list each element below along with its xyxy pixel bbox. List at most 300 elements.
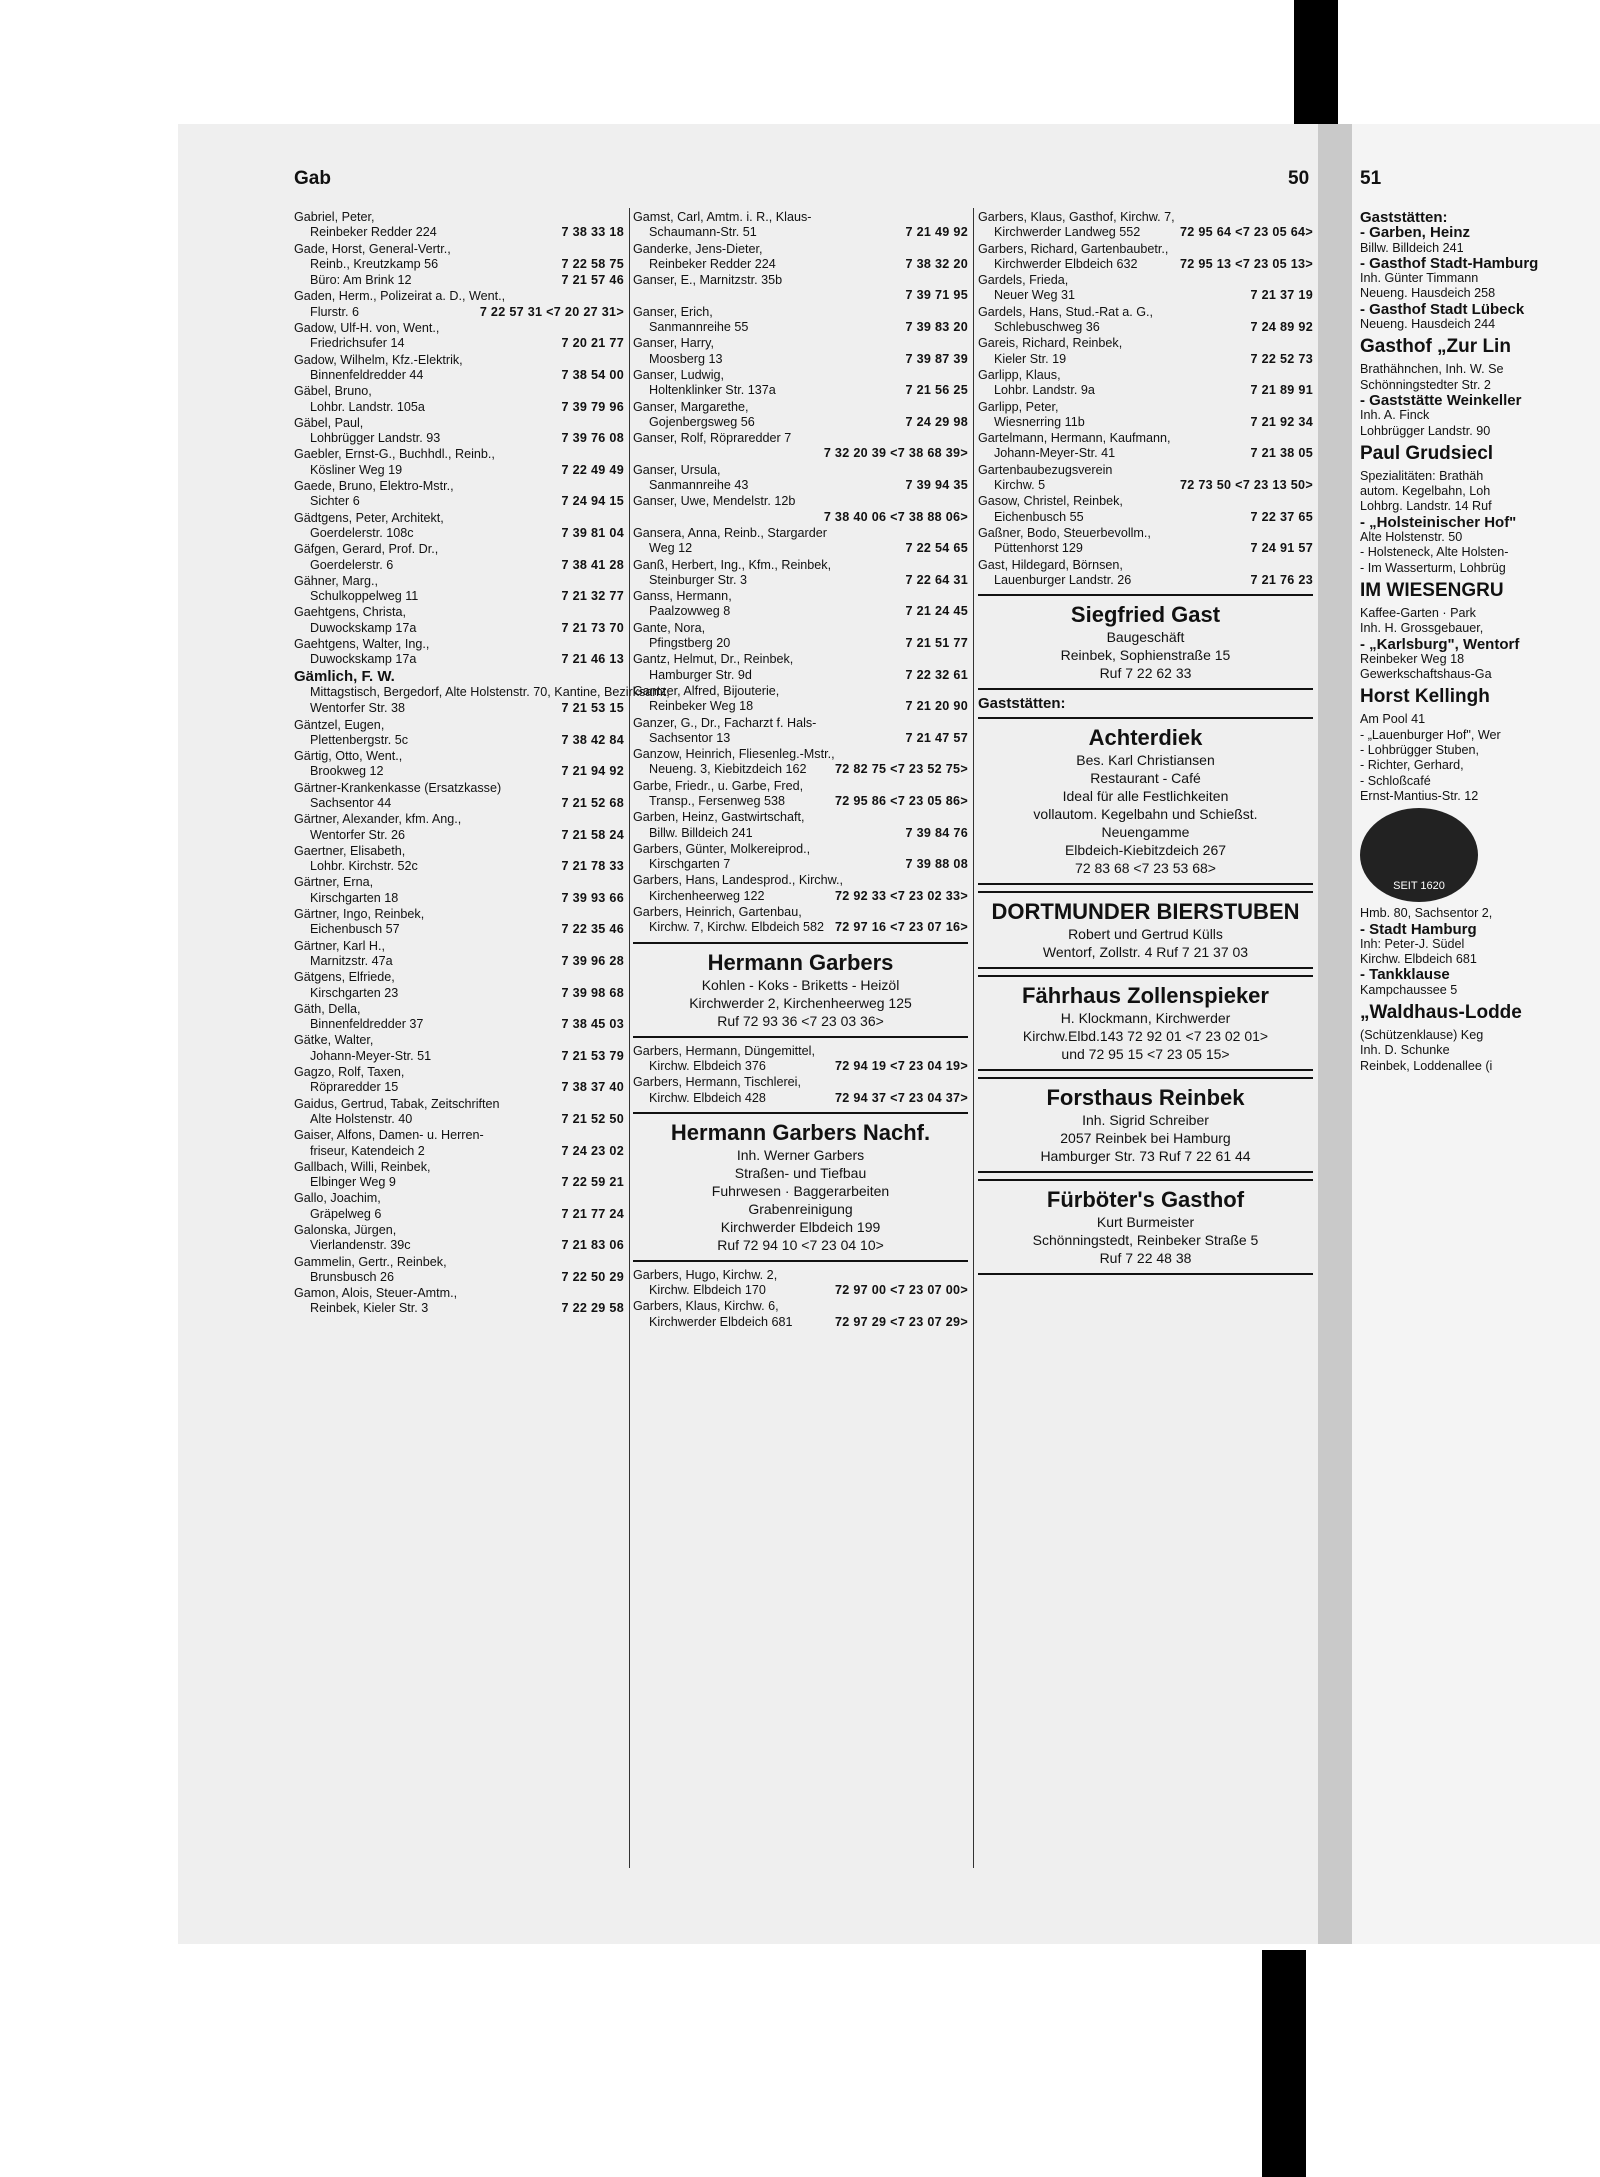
entry-phone: 7 21 52 50 <box>561 1111 624 1126</box>
directory-entry <box>294 812 624 843</box>
listing-line: Reinbeker Weg 18 <box>1360 651 1465 666</box>
entry-address: Kirchwerder Elbdeich 681 <box>649 1314 793 1329</box>
entry-phone: 7 39 83 20 <box>905 320 968 335</box>
entry-name: Gabriel, Peter, <box>294 210 375 224</box>
ad-line: Kirchwerder Elbdeich 199 <box>720 1218 881 1235</box>
entry-detail <box>633 762 968 777</box>
entry-address: Lohbr. Landstr. 105a <box>310 399 425 414</box>
ad-line: vollautom. Kegelbahn und Schießst. <box>1033 806 1258 823</box>
entry-detail <box>294 305 624 320</box>
entry-detail <box>294 684 670 700</box>
directory-entry <box>294 511 624 542</box>
entry-detail <box>633 920 968 935</box>
entry-detail <box>978 257 1313 272</box>
entry-phone: 7 21 24 45 <box>905 604 968 619</box>
directory-entry <box>294 1033 624 1064</box>
entry-address: Neuer Weg 31 <box>994 288 1075 303</box>
entry-detail <box>294 368 624 383</box>
entry-address: Alte Holstenstr. 40 <box>310 1111 413 1126</box>
entry-address: Röpraredder 15 <box>310 1080 399 1095</box>
entry-address: Plettenbergstr. 5c <box>310 732 409 747</box>
entry-detail <box>633 1283 968 1298</box>
listing-line: - „Lauenburger Hof", Wer <box>1360 727 1501 742</box>
entry-detail <box>294 796 624 811</box>
entry-phone: 72 92 33 <7 23 02 33> <box>834 888 968 903</box>
entry-detail <box>633 225 968 240</box>
entry-address: Lohbrügger Landstr. 93 <box>310 431 441 446</box>
entry-address: Billw. Billdeich 241 <box>649 825 753 840</box>
entry-name: Gartenbaubezugsverein <box>978 462 1113 477</box>
entry-phone: 7 22 59 21 <box>561 1175 624 1190</box>
directory-entry <box>633 1044 968 1075</box>
entry-address: Friedrichsufer 14 <box>310 336 405 351</box>
entry-name: Gante, Nora, <box>633 620 706 635</box>
entry-name: Gämlich, F. W. <box>294 668 395 684</box>
listing-line: - Gaststätte Weinkeller <box>1360 391 1522 409</box>
entry-name: Gartelmann, Hermann, Kaufmann, <box>978 431 1171 446</box>
entry-detail <box>294 431 624 446</box>
entry-phone: 7 21 53 15 <box>561 701 624 716</box>
entry-name: Gaidus, Gertrud, Tabak, Zeitschriften <box>294 1096 500 1111</box>
entry-name: Gaertner, Elisabeth, <box>294 843 406 858</box>
directory-entry <box>633 305 968 336</box>
directory-entry <box>294 1255 624 1286</box>
directory-entry <box>294 384 624 415</box>
entry-name: Gärtner, Karl H., <box>294 938 385 953</box>
entry-address: Gojenbergsweg 56 <box>649 414 755 429</box>
ad-line: Schönningstedt, Reinbeker Straße 5 <box>1032 1232 1259 1249</box>
entry-address: Eichenbusch 57 <box>310 922 400 937</box>
listing-line: Gewerkschaftshaus-Ga <box>1360 667 1492 682</box>
entry-address: Schlebuschweg 36 <box>994 320 1100 335</box>
entry-address: Goerdelerstr. 108c <box>310 525 414 540</box>
entry-phone: 7 21 53 79 <box>561 1048 624 1063</box>
entry-name: Garbers, Heinrich, Gartenbau, <box>633 905 802 920</box>
entry-name: Ganser, Harry, <box>633 336 714 351</box>
directory-entry <box>633 273 968 304</box>
entry-name: Gasow, Christel, Reinbek, <box>978 494 1123 509</box>
entry-phone: 7 24 89 92 <box>1250 320 1313 335</box>
entry-phone: 7 24 94 15 <box>561 494 624 509</box>
directory-entry <box>633 1268 968 1299</box>
ad-line: Kirchwerder 2, Kirchenheerweg 125 <box>689 994 912 1011</box>
entry-detail <box>294 859 624 874</box>
entry-detail <box>294 400 624 415</box>
entry-detail <box>633 320 968 335</box>
entry-address: Lohbr. Kirchstr. 52c <box>310 859 418 874</box>
entry-name: Garben, Heinz, Gastwirtschaft, <box>633 810 805 825</box>
entry-name: Ganser, Erich, <box>633 304 713 319</box>
directory-entry <box>294 416 624 447</box>
listing-line: Paul Grudsiecl <box>1360 442 1494 464</box>
entry-phone: 72 94 19 <7 23 04 19> <box>834 1058 968 1073</box>
entry-detail <box>294 954 624 969</box>
advertisement <box>633 942 968 1038</box>
entry-address: Flurstr. 6 <box>310 304 359 319</box>
listing-line: Spezialitäten: Brathäh <box>1360 468 1484 483</box>
entry-name: Ganser, Margarethe, <box>633 399 749 414</box>
entry-name: Gähner, Marg., <box>294 573 378 588</box>
entry-phone: 7 21 47 57 <box>905 730 968 745</box>
listing-line: (Schützenklause) Keg <box>1360 1027 1484 1042</box>
entry-address: Brookweg 12 <box>310 764 384 779</box>
entry-detail <box>294 273 624 288</box>
entry-address: Binnenfeldredder 44 <box>310 367 424 382</box>
entry-address: Kösliner Weg 19 <box>310 462 403 477</box>
directory-entry <box>978 558 1313 589</box>
directory-entry <box>978 526 1313 557</box>
entry-detail <box>633 857 968 872</box>
entry-phone: 7 21 89 91 <box>1250 383 1313 398</box>
directory-entry <box>294 701 624 716</box>
directory-entry <box>633 873 968 904</box>
entry-name: Gädtgens, Peter, Architekt, <box>294 510 444 525</box>
listing-line: Kirchw. Elbdeich 681 <box>1360 952 1477 967</box>
ad-line: Kirchw.Elbd.143 72 92 01 <7 23 02 01> <box>1022 1028 1269 1045</box>
entry-name: Gäbel, Bruno, <box>294 384 372 399</box>
directory-entry <box>294 684 670 700</box>
entry-detail <box>978 478 1313 493</box>
entry-detail <box>294 336 624 351</box>
directory-entry <box>294 1160 624 1191</box>
ad-line: Kohlen - Koks - Briketts - Heizöl <box>701 976 900 993</box>
directory-entry <box>633 368 968 399</box>
directory-entry <box>633 589 968 620</box>
entry-address: Sanmannreihe 55 <box>649 320 749 335</box>
ad-line: Fuhrwesen · Baggerarbeiten <box>711 1182 890 1199</box>
entry-address: Goerdelerstr. 6 <box>310 557 394 572</box>
entry-address: Lohbr. Landstr. 9a <box>994 383 1095 398</box>
directory-entry <box>633 494 968 525</box>
directory-entry <box>633 684 968 715</box>
directory-entry <box>633 242 968 273</box>
entry-detail <box>633 1091 968 1106</box>
listing-line: Lohbrügger Landstr. 90 <box>1360 423 1491 438</box>
entry-name: Garbers, Hermann, Düngemittel, <box>633 1043 815 1058</box>
entry-detail <box>294 891 624 906</box>
entry-name: Ganss, Hermann, <box>633 589 732 604</box>
entry-detail <box>633 668 968 683</box>
entry-name: Gantzer, Alfred, Bijouterie, <box>633 683 780 698</box>
directory-entry <box>294 289 624 320</box>
entry-name: Garlipp, Peter, <box>978 399 1059 414</box>
ad-line: Ideal für alle Festlichkeiten <box>1062 788 1229 805</box>
directory-entry <box>294 939 624 970</box>
ad-line: Straßen- und Tiefbau <box>734 1164 867 1181</box>
entry-phone: 7 38 42 84 <box>561 732 624 747</box>
entry-detail <box>978 573 1313 588</box>
listing-line: Inh. H. Grossgebauer, <box>1360 621 1484 636</box>
section-heading: Gaststätten: <box>978 695 1066 713</box>
entry-detail <box>978 415 1313 430</box>
entry-phone: 7 39 84 76 <box>905 825 968 840</box>
entry-address: Kirschgarten 18 <box>310 890 399 905</box>
entry-phone: 7 21 76 23 <box>1250 572 1313 587</box>
entry-detail <box>294 986 624 1001</box>
directory-entry <box>978 368 1313 399</box>
listing-line: Gaststätten: <box>1360 209 1448 226</box>
entry-address: Sanmannreihe 43 <box>649 478 749 493</box>
entry-phone: 7 39 88 08 <box>905 857 968 872</box>
entry-detail <box>633 794 968 809</box>
entry-phone: 7 39 93 66 <box>561 890 624 905</box>
entry-address: Binnenfeldredder 37 <box>310 1017 424 1032</box>
entry-name: Garbers, Hermann, Tischlerei, <box>633 1075 801 1090</box>
entry-phone: 7 22 50 29 <box>561 1269 624 1284</box>
ad-line: Inh. Sigrid Schreiber <box>1082 1112 1209 1129</box>
entry-detail <box>294 463 624 478</box>
listing-line: Kaffee-Garten · Park <box>1360 605 1476 620</box>
directory-entry <box>633 905 968 936</box>
directory-entry <box>633 842 968 873</box>
entry-detail <box>633 1059 968 1074</box>
directory-entry <box>294 907 624 938</box>
entry-detail <box>294 1144 624 1159</box>
directory-entry <box>633 716 968 747</box>
entry-detail <box>978 510 1313 525</box>
entry-detail <box>633 446 968 461</box>
entry-name: Gallbach, Willi, Reinbek, <box>294 1159 431 1174</box>
listing-line: Horst Kellingh <box>1360 686 1490 708</box>
entry-address: Vierlandenstr. 39c <box>310 1238 411 1253</box>
directory-entry <box>294 1097 624 1128</box>
entry-name: Ganzow, Heinrich, Fliesenleg.-Mstr., <box>633 747 835 762</box>
entry-address: Reinb., Kreutzkamp 56 <box>310 256 439 271</box>
directory-entry <box>633 779 968 810</box>
listing-line: Alte Holstenstr. 50 <box>1360 530 1463 545</box>
entry-phone: 7 22 49 49 <box>561 462 624 477</box>
directory-entry <box>294 1191 624 1222</box>
entry-phone: 7 21 38 05 <box>1250 446 1313 461</box>
entry-detail <box>633 510 968 525</box>
directory-entry <box>294 669 624 684</box>
ad-line: Kurt Burmeister <box>1096 1214 1195 1231</box>
entry-detail <box>294 257 624 272</box>
listing-line: - Holsteneck, Alte Holsten- <box>1360 545 1509 560</box>
listing-line: Inh. D. Schunke <box>1360 1043 1450 1058</box>
listing-line: Brathähnchen, Inh. W. Se <box>1360 362 1504 377</box>
entry-detail <box>633 478 968 493</box>
entry-phone: 72 95 13 <7 23 05 13> <box>1179 256 1313 271</box>
entry-phone: 7 22 32 61 <box>905 667 968 682</box>
entry-phone: 7 21 49 92 <box>905 225 968 240</box>
listing-line: - Tankklause <box>1360 966 1450 984</box>
ad-line: Restaurant - Café <box>1090 770 1201 787</box>
entry-address: Holtenklinker Str. 137a <box>649 383 776 398</box>
entry-address: Kirchw. 5 <box>994 478 1046 493</box>
directory-entry <box>294 781 624 812</box>
entry-address: Wentorfer Str. 38 <box>310 701 405 716</box>
directory-entry <box>633 1299 968 1330</box>
ad-line: Ruf 72 93 36 <7 23 03 36> <box>717 1012 884 1029</box>
ad-line: Ruf 72 94 10 <7 23 04 10> <box>717 1236 884 1253</box>
entry-name: Gäfgen, Gerard, Prof. Dr., <box>294 542 439 557</box>
ad-line: Hamburger Str. 73 Ruf 7 22 61 44 <box>1040 1148 1251 1165</box>
entry-phone: 7 39 81 04 <box>561 525 624 540</box>
ad-line: Baugeschäft <box>1106 629 1185 646</box>
ad-line: Bes. Karl Christiansen <box>1076 752 1215 769</box>
directory-entry <box>633 621 968 652</box>
entry-phone: 7 39 96 28 <box>561 953 624 968</box>
ad-line: 2057 Reinbek bei Hamburg <box>1060 1130 1231 1147</box>
ad-line: Reinbek, Sophienstraße 15 <box>1060 647 1231 664</box>
entry-address: Kirchwerder Landweg 552 <box>994 225 1141 240</box>
listing-line: IM WIESENGRU <box>1360 579 1504 601</box>
entry-phone: 7 24 23 02 <box>561 1143 624 1158</box>
entry-detail <box>294 652 624 667</box>
entry-phone: 7 22 52 73 <box>1250 351 1313 366</box>
entry-phone: 7 38 45 03 <box>561 1017 624 1032</box>
listing-line: - „Holsteinischer Hof" <box>1360 513 1517 531</box>
directory-entry <box>633 558 968 589</box>
entry-phone: 7 22 58 75 <box>561 256 624 271</box>
entry-address: Duwockskamp 17a <box>310 652 417 667</box>
directory-entry <box>633 210 968 241</box>
directory-entry <box>294 242 624 273</box>
entry-name: Gäbel, Paul, <box>294 415 364 430</box>
entry-detail <box>978 541 1313 556</box>
directory-entry <box>633 526 968 557</box>
seal-emblem: SEIT 1620 <box>1360 808 1478 902</box>
entry-phone: 7 22 54 65 <box>905 541 968 556</box>
entry-phone: 7 38 32 20 <box>905 256 968 271</box>
listing-line: Kampchaussee 5 <box>1360 982 1458 997</box>
directory-entry <box>294 749 624 780</box>
directory-entry <box>633 1075 968 1106</box>
listing-line: Inh: Peter-J. Südel <box>1360 936 1465 951</box>
entry-name: Gammelin, Gertr., Reinbek, <box>294 1254 447 1269</box>
entry-name: Ganderke, Jens-Dieter, <box>633 241 763 256</box>
entry-name: Gardels, Hans, Stud.-Rat a. G., <box>978 304 1153 319</box>
entry-address: Brunsbusch 26 <box>310 1269 395 1284</box>
entry-detail <box>294 1238 624 1253</box>
listing-line: Reinbek, Loddenallee (i <box>1360 1058 1493 1073</box>
entry-name: Gärtner, Erna, <box>294 875 374 890</box>
entry-address: Kieler Str. 19 <box>994 351 1067 366</box>
directory-entry <box>294 844 624 875</box>
entry-address: Mittagstisch, Bergedorf, Alte Holstenstr. 70, Kantine, Bezirksamt, <box>310 684 670 699</box>
directory-entry <box>294 542 624 573</box>
entry-phone: 7 39 87 39 <box>905 351 968 366</box>
advertisement <box>978 594 1313 690</box>
entry-phone: 72 94 37 <7 23 04 37> <box>834 1090 968 1105</box>
listing-line: - Im Wasserturm, Lohbrüg <box>1360 560 1506 575</box>
entry-detail <box>633 731 968 746</box>
ad-line: Elbdeich-Kiebitzdeich 267 <box>1064 842 1227 859</box>
entry-phone: 7 38 33 18 <box>561 225 624 240</box>
page-number: 50 <box>1288 168 1310 189</box>
advertisement <box>978 891 1313 969</box>
entry-phone: 7 21 56 25 <box>905 383 968 398</box>
directory-entry <box>294 605 624 636</box>
directory-entry <box>294 447 624 478</box>
directory-entry <box>633 400 968 431</box>
directory-entry <box>294 210 624 241</box>
column-rule <box>629 208 630 1868</box>
entry-address: Kirschgarten 7 <box>649 857 731 872</box>
listing-line: autom. Kegelbahn, Loh <box>1360 484 1491 499</box>
advertisement <box>978 717 1313 885</box>
entry-phone: 72 97 00 <7 23 07 00> <box>834 1283 968 1298</box>
entry-address: Kirchwerder Elbdeich 632 <box>994 256 1138 271</box>
entry-detail <box>633 352 968 367</box>
entry-address: Kirchw. Elbdeich 428 <box>649 1090 766 1105</box>
entry-detail <box>294 558 624 573</box>
entry-name: Gansera, Anna, Reinb., Stargarder <box>633 525 827 540</box>
listing-line: Neueng. Hausdeich 244 <box>1360 317 1496 332</box>
entry-address: Sachsentor 44 <box>310 795 392 810</box>
film-edge-top <box>1294 0 1338 126</box>
ad-title: Hermann Garbers Nachf. <box>670 1119 931 1145</box>
entry-phone: 72 95 64 <7 23 05 64> <box>1179 225 1313 240</box>
entry-name: Garbers, Hans, Landesprod., Kirchw., <box>633 873 843 888</box>
entry-address: Kirchenheerweg 122 <box>649 888 765 903</box>
entry-detail <box>294 701 624 716</box>
entry-phone: 7 21 78 33 <box>561 859 624 874</box>
ad-title: Fährhaus Zollenspieker <box>1022 983 1269 1009</box>
entry-address: Büro: Am Brink 12 <box>310 273 412 288</box>
advertisement <box>978 975 1313 1071</box>
listing-line: Inh. A. Finck <box>1360 408 1430 423</box>
entry-name: Garbers, Klaus, Kirchw. 6, <box>633 1299 779 1314</box>
directory-entry <box>294 1065 624 1096</box>
entry-address: Wentorfer Str. 26 <box>310 827 405 842</box>
entry-name: Gamon, Alois, Steuer-Amtm., <box>294 1286 458 1301</box>
entry-detail <box>294 1112 624 1127</box>
entry-name: Gärtig, Otto, Went., <box>294 749 403 764</box>
entry-name: Ganzer, G., Dr., Facharzt f. Hals- <box>633 715 817 730</box>
directory-entry <box>294 718 624 749</box>
entry-phone: 7 24 29 98 <box>905 414 968 429</box>
entry-name: Ganß, Herbert, Ing., Kfm., Reinbek, <box>633 557 832 572</box>
entry-name: Gadow, Ulf-H. von, Went., <box>294 321 440 336</box>
listing-line: Billw. Billdeich 241 <box>1360 240 1464 255</box>
entry-detail <box>294 1270 624 1285</box>
entry-address: Kirschgarten 23 <box>310 985 399 1000</box>
entry-phone: 7 39 76 08 <box>561 431 624 446</box>
entry-detail <box>633 541 968 556</box>
entry-address: Gräpelweg 6 <box>310 1206 382 1221</box>
entry-phone: 7 24 91 57 <box>1250 541 1313 556</box>
entry-phone: 72 97 16 <7 23 07 16> <box>834 920 968 935</box>
ad-line: Neuengamme <box>1101 824 1190 841</box>
entry-name: Gade, Horst, General-Vertr., <box>294 241 451 256</box>
entry-address: Neueng. 3, Kiebitzdeich 162 <box>649 762 807 777</box>
advertisement <box>978 1077 1313 1173</box>
entry-phone: 7 21 32 77 <box>561 589 624 604</box>
entry-address: Püttenhorst 129 <box>994 541 1083 556</box>
entry-name: Gärtner, Alexander, kfm. Ang., <box>294 812 462 827</box>
directory-entry <box>294 321 624 352</box>
entry-phone: 72 95 86 <7 23 05 86> <box>834 793 968 808</box>
directory-spread <box>178 124 1600 1948</box>
entry-phone: 7 22 37 65 <box>1250 509 1313 524</box>
entry-detail <box>633 1315 968 1330</box>
directory-entry <box>978 336 1313 367</box>
entry-phone: 72 73 50 <7 23 13 50> <box>1179 478 1313 493</box>
entry-detail <box>633 383 968 398</box>
listing-line: Ernst-Mantius-Str. 12 <box>1360 788 1479 803</box>
entry-name: Gätgens, Elfriede, <box>294 970 395 985</box>
entry-name: Ganser, Uwe, Mendelstr. 12b <box>633 494 796 509</box>
entry-name: Gärtner-Krankenkasse (Ersatzkasse) <box>294 780 502 795</box>
entry-detail <box>294 1049 624 1064</box>
ad-line: Robert und Gertrud Külls <box>1068 926 1223 943</box>
film-edge-bottom <box>1262 1950 1306 2177</box>
entry-phone: 7 38 54 00 <box>561 367 624 382</box>
entry-phone: 7 38 37 40 <box>561 1080 624 1095</box>
ad-line: Ruf 7 22 48 38 <box>1099 1250 1192 1267</box>
